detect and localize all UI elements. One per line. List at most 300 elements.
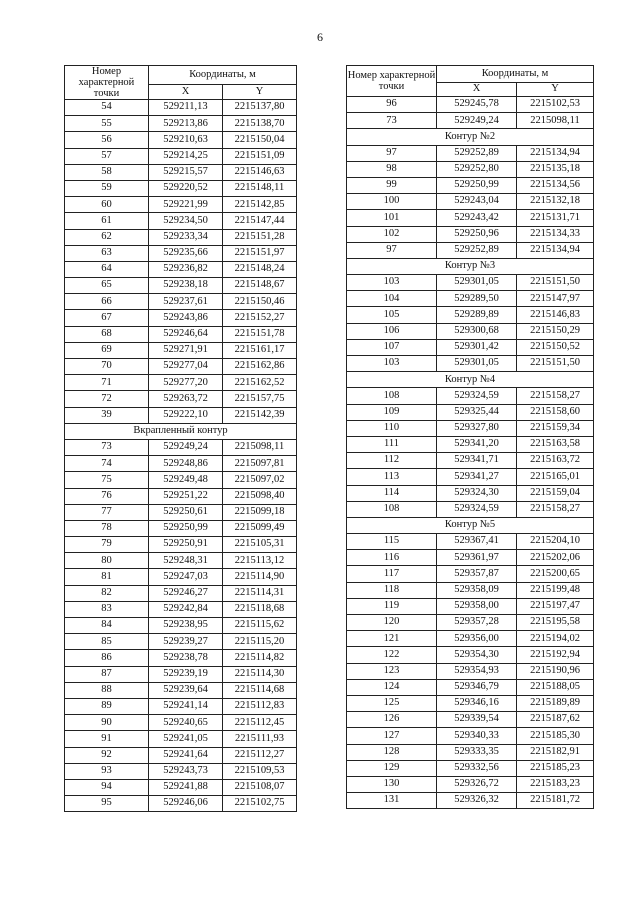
y-coordinate-cell: 2215111,93 <box>223 731 297 747</box>
point-number-cell: 70 <box>65 359 149 375</box>
table-row <box>65 537 297 553</box>
y-coordinate-cell: 2215135,18 <box>517 161 594 177</box>
point-number-cell: 73 <box>65 439 149 455</box>
table-row <box>65 698 297 714</box>
section-row <box>347 372 594 388</box>
x-coordinate-cell: 529324,30 <box>437 485 517 501</box>
y-coordinate-cell: 2215112,45 <box>223 715 297 731</box>
x-coordinate-cell: 529249,24 <box>437 113 517 129</box>
y-coordinate-cell: 2215159,04 <box>517 485 594 501</box>
point-number-cell: 103 <box>347 275 437 291</box>
y-coordinate-cell: 2215114,82 <box>223 650 297 666</box>
x-coordinate-cell: 529239,27 <box>149 634 223 650</box>
table-row <box>65 294 297 310</box>
point-number-cell: 92 <box>65 747 149 763</box>
x-header: X <box>437 83 517 97</box>
point-number-cell: 113 <box>347 469 437 485</box>
page-number: 6 <box>317 30 323 44</box>
table-row <box>347 793 594 809</box>
y-coordinate-cell: 2215159,34 <box>517 420 594 436</box>
y-coordinate-cell: 2215151,97 <box>223 245 297 261</box>
x-coordinate-cell: 529213,86 <box>149 116 223 132</box>
coordinates-table-left <box>64 65 297 812</box>
y-coordinate-cell: 2215115,20 <box>223 634 297 650</box>
table-row <box>347 453 594 469</box>
point-number-cell: 121 <box>347 631 437 647</box>
table-row <box>347 679 594 695</box>
point-number-cell: 61 <box>65 213 149 229</box>
table-row <box>65 731 297 747</box>
table-row <box>347 598 594 614</box>
point-number-cell: 94 <box>65 779 149 795</box>
x-coordinate-cell: 529243,73 <box>149 763 223 779</box>
table-row <box>65 100 297 116</box>
point-number-cell: 125 <box>347 695 437 711</box>
y-coordinate-cell: 2215152,27 <box>223 310 297 326</box>
x-coordinate-cell: 529358,09 <box>437 582 517 598</box>
point-number-cell: 77 <box>65 504 149 520</box>
x-coordinate-cell: 529354,30 <box>437 647 517 663</box>
table-row <box>347 712 594 728</box>
section-title: Вкрапленный контур <box>65 423 297 439</box>
table-row <box>347 534 594 550</box>
x-coordinate-cell: 529237,61 <box>149 294 223 310</box>
y-coordinate-cell: 2215114,31 <box>223 585 297 601</box>
point-number-cell: 89 <box>65 698 149 714</box>
x-coordinate-cell: 529289,89 <box>437 307 517 323</box>
point-number-cell: 102 <box>347 226 437 242</box>
x-coordinate-cell: 529341,27 <box>437 469 517 485</box>
point-number-cell: 124 <box>347 679 437 695</box>
x-coordinate-cell: 529346,16 <box>437 695 517 711</box>
y-coordinate-cell: 2215165,01 <box>517 469 594 485</box>
y-coordinate-cell: 2215142,39 <box>223 407 297 423</box>
x-coordinate-cell: 529324,59 <box>437 388 517 404</box>
y-coordinate-cell: 2215113,12 <box>223 553 297 569</box>
y-coordinate-cell: 2215151,09 <box>223 148 297 164</box>
y-coordinate-cell: 2215195,58 <box>517 615 594 631</box>
table-row <box>347 242 594 258</box>
point-number-cell: 104 <box>347 291 437 307</box>
point-number-cell: 66 <box>65 294 149 310</box>
y-coordinate-cell: 2215185,23 <box>517 760 594 776</box>
x-coordinate-cell: 529246,64 <box>149 326 223 342</box>
y-coordinate-cell: 2215134,94 <box>517 242 594 258</box>
table-row <box>65 213 297 229</box>
x-coordinate-cell: 529277,20 <box>149 375 223 391</box>
table-row <box>347 566 594 582</box>
y-coordinate-cell: 2215108,07 <box>223 779 297 795</box>
x-coordinate-cell: 529243,42 <box>437 210 517 226</box>
x-coordinate-cell: 529300,68 <box>437 323 517 339</box>
table-row <box>347 356 594 372</box>
table-row <box>65 310 297 326</box>
table-row <box>347 582 594 598</box>
point-number-cell: 120 <box>347 615 437 631</box>
y-coordinate-cell: 2215162,52 <box>223 375 297 391</box>
x-coordinate-cell: 529238,95 <box>149 618 223 634</box>
x-coordinate-cell: 529236,82 <box>149 261 223 277</box>
table-row <box>65 326 297 342</box>
y-coordinate-cell: 2215146,63 <box>223 164 297 180</box>
point-number-cell: 83 <box>65 601 149 617</box>
point-number-cell: 79 <box>65 537 149 553</box>
point-number-cell: 103 <box>347 356 437 372</box>
table-row <box>347 501 594 517</box>
point-number-cell: 56 <box>65 132 149 148</box>
x-coordinate-cell: 529238,78 <box>149 650 223 666</box>
y-coordinate-cell: 2215163,72 <box>517 453 594 469</box>
table-row <box>347 744 594 760</box>
x-coordinate-cell: 529247,03 <box>149 569 223 585</box>
x-coordinate-cell: 529354,93 <box>437 663 517 679</box>
x-coordinate-cell: 529239,64 <box>149 682 223 698</box>
y-coordinate-cell: 2215134,56 <box>517 177 594 193</box>
point-number-cell: 96 <box>347 97 437 113</box>
point-number-cell: 58 <box>65 164 149 180</box>
y-coordinate-cell: 2215151,50 <box>517 356 594 372</box>
point-number-cell: 109 <box>347 404 437 420</box>
x-coordinate-cell: 529251,22 <box>149 488 223 504</box>
y-coordinate-cell: 2215151,50 <box>517 275 594 291</box>
table-row <box>347 760 594 776</box>
point-number-header: Номер характерной точки <box>65 66 149 100</box>
table-row <box>65 682 297 698</box>
y-coordinate-cell: 2215132,18 <box>517 194 594 210</box>
y-coordinate-cell: 2215151,28 <box>223 229 297 245</box>
table-row <box>347 647 594 663</box>
point-number-cell: 85 <box>65 634 149 650</box>
x-coordinate-cell: 529277,04 <box>149 359 223 375</box>
y-coordinate-cell: 2215200,65 <box>517 566 594 582</box>
point-number-cell: 127 <box>347 728 437 744</box>
x-coordinate-cell: 529210,63 <box>149 132 223 148</box>
y-header: Y <box>517 83 594 97</box>
point-number-cell: 99 <box>347 177 437 193</box>
y-coordinate-cell: 2215147,97 <box>517 291 594 307</box>
x-coordinate-cell: 529326,72 <box>437 776 517 792</box>
x-coordinate-cell: 529248,86 <box>149 456 223 472</box>
y-coordinate-cell: 2215158,27 <box>517 501 594 517</box>
table-row <box>347 210 594 226</box>
table-row <box>65 456 297 472</box>
point-number-cell: 91 <box>65 731 149 747</box>
section-title: Контур №2 <box>347 129 594 145</box>
y-coordinate-cell: 2215099,49 <box>223 520 297 536</box>
y-coordinate-cell: 2215146,83 <box>517 307 594 323</box>
y-coordinate-cell: 2215134,94 <box>517 145 594 161</box>
y-coordinate-cell: 2215148,24 <box>223 261 297 277</box>
x-coordinate-cell: 529271,91 <box>149 342 223 358</box>
x-coordinate-cell: 529325,44 <box>437 404 517 420</box>
table-row <box>347 307 594 323</box>
table-row <box>65 763 297 779</box>
point-number-cell: 74 <box>65 456 149 472</box>
table-row <box>65 553 297 569</box>
point-number-cell: 97 <box>347 242 437 258</box>
table-row <box>347 194 594 210</box>
x-coordinate-cell: 529340,33 <box>437 728 517 744</box>
point-number-cell: 131 <box>347 793 437 809</box>
x-coordinate-cell: 529221,99 <box>149 197 223 213</box>
x-coordinate-cell: 529241,64 <box>149 747 223 763</box>
table-row <box>65 148 297 164</box>
point-number-cell: 86 <box>65 650 149 666</box>
y-header: Y <box>223 84 297 99</box>
table-row <box>65 359 297 375</box>
table-row <box>65 569 297 585</box>
y-coordinate-cell: 2215134,33 <box>517 226 594 242</box>
x-coordinate-cell: 529234,50 <box>149 213 223 229</box>
x-coordinate-cell: 529242,84 <box>149 601 223 617</box>
x-coordinate-cell: 529249,24 <box>149 439 223 455</box>
x-coordinate-cell: 529252,89 <box>437 145 517 161</box>
coordinates-body-left <box>65 100 297 812</box>
point-number-cell: 108 <box>347 388 437 404</box>
x-coordinate-cell: 529252,80 <box>437 161 517 177</box>
x-coordinate-cell: 529243,04 <box>437 194 517 210</box>
point-number-cell: 119 <box>347 598 437 614</box>
point-number-cell: 62 <box>65 229 149 245</box>
point-number-cell: 93 <box>65 763 149 779</box>
point-number-cell: 67 <box>65 310 149 326</box>
x-coordinate-cell: 529252,89 <box>437 242 517 258</box>
x-coordinate-cell: 529246,06 <box>149 796 223 812</box>
y-coordinate-cell: 2215114,90 <box>223 569 297 585</box>
x-coordinate-cell: 529289,50 <box>437 291 517 307</box>
point-number-cell: 78 <box>65 520 149 536</box>
point-number-cell: 129 <box>347 760 437 776</box>
x-header: X <box>149 84 223 99</box>
table-row <box>65 180 297 196</box>
y-coordinate-cell: 2215148,67 <box>223 278 297 294</box>
table-row <box>65 585 297 601</box>
y-coordinate-cell: 2215192,94 <box>517 647 594 663</box>
point-number-cell: 65 <box>65 278 149 294</box>
x-coordinate-cell: 529250,99 <box>149 520 223 536</box>
table-row <box>65 116 297 132</box>
point-number-cell: 110 <box>347 420 437 436</box>
table-row <box>65 618 297 634</box>
y-coordinate-cell: 2215150,29 <box>517 323 594 339</box>
x-coordinate-cell: 529211,13 <box>149 100 223 116</box>
section-row <box>347 258 594 274</box>
table-row <box>65 197 297 213</box>
table-row <box>347 275 594 291</box>
y-coordinate-cell: 2215105,31 <box>223 537 297 553</box>
point-number-cell: 54 <box>65 100 149 116</box>
section-title: Контур №4 <box>347 372 594 388</box>
table-row <box>347 113 594 129</box>
coordinates-header: Координаты, м <box>437 66 594 83</box>
x-coordinate-cell: 529215,57 <box>149 164 223 180</box>
table-row <box>65 488 297 504</box>
point-number-cell: 73 <box>347 113 437 129</box>
table-row <box>65 666 297 682</box>
x-coordinate-cell: 529246,27 <box>149 585 223 601</box>
point-number-cell: 88 <box>65 682 149 698</box>
y-coordinate-cell: 2215157,75 <box>223 391 297 407</box>
table-row <box>65 634 297 650</box>
y-coordinate-cell: 2215185,30 <box>517 728 594 744</box>
x-coordinate-cell: 529233,34 <box>149 229 223 245</box>
x-coordinate-cell: 529361,97 <box>437 550 517 566</box>
point-number-cell: 101 <box>347 210 437 226</box>
y-coordinate-cell: 2215194,02 <box>517 631 594 647</box>
x-coordinate-cell: 529339,54 <box>437 712 517 728</box>
y-coordinate-cell: 2215202,06 <box>517 550 594 566</box>
point-number-cell: 107 <box>347 339 437 355</box>
y-coordinate-cell: 2215158,27 <box>517 388 594 404</box>
y-coordinate-cell: 2215112,27 <box>223 747 297 763</box>
point-number-cell: 68 <box>65 326 149 342</box>
x-coordinate-cell: 529243,86 <box>149 310 223 326</box>
point-number-cell: 55 <box>65 116 149 132</box>
table-row <box>65 520 297 536</box>
point-number-cell: 72 <box>65 391 149 407</box>
y-coordinate-cell: 2215162,86 <box>223 359 297 375</box>
y-coordinate-cell: 2215187,62 <box>517 712 594 728</box>
x-coordinate-cell: 529250,99 <box>437 177 517 193</box>
y-coordinate-cell: 2215148,11 <box>223 180 297 196</box>
point-number-cell: 82 <box>65 585 149 601</box>
y-coordinate-cell: 2215131,71 <box>517 210 594 226</box>
section-title: Контур №5 <box>347 517 594 533</box>
point-number-cell: 81 <box>65 569 149 585</box>
x-coordinate-cell: 529333,35 <box>437 744 517 760</box>
point-number-header: Номер характерной точки <box>347 66 437 97</box>
y-coordinate-cell: 2215204,10 <box>517 534 594 550</box>
point-number-cell: 98 <box>347 161 437 177</box>
table-row <box>347 695 594 711</box>
y-coordinate-cell: 2215099,18 <box>223 504 297 520</box>
y-coordinate-cell: 2215158,60 <box>517 404 594 420</box>
x-coordinate-cell: 529367,41 <box>437 534 517 550</box>
x-coordinate-cell: 529235,66 <box>149 245 223 261</box>
y-coordinate-cell: 2215150,52 <box>517 339 594 355</box>
table-row <box>65 342 297 358</box>
table-row <box>65 779 297 795</box>
table-row <box>347 177 594 193</box>
table-row <box>65 132 297 148</box>
point-number-cell: 126 <box>347 712 437 728</box>
y-coordinate-cell: 2215163,58 <box>517 436 594 452</box>
y-coordinate-cell: 2215199,48 <box>517 582 594 598</box>
table-row <box>347 145 594 161</box>
coordinates-header: Координаты, м <box>149 66 297 85</box>
y-coordinate-cell: 2215142,85 <box>223 197 297 213</box>
table-row <box>65 650 297 666</box>
y-coordinate-cell: 2215097,02 <box>223 472 297 488</box>
table-row <box>65 407 297 423</box>
y-coordinate-cell: 2215097,81 <box>223 456 297 472</box>
x-coordinate-cell: 529250,91 <box>149 537 223 553</box>
x-coordinate-cell: 529346,79 <box>437 679 517 695</box>
point-number-cell: 106 <box>347 323 437 339</box>
x-coordinate-cell: 529250,96 <box>437 226 517 242</box>
y-coordinate-cell: 2215147,44 <box>223 213 297 229</box>
table-row <box>347 615 594 631</box>
x-coordinate-cell: 529358,00 <box>437 598 517 614</box>
table-row <box>65 601 297 617</box>
point-number-cell: 130 <box>347 776 437 792</box>
table-row <box>347 323 594 339</box>
table-row <box>347 339 594 355</box>
table-row <box>65 375 297 391</box>
y-coordinate-cell: 2215102,53 <box>517 97 594 113</box>
x-coordinate-cell: 529301,05 <box>437 275 517 291</box>
point-number-cell: 105 <box>347 307 437 323</box>
section-row <box>347 517 594 533</box>
table-row <box>347 776 594 792</box>
y-coordinate-cell: 2215150,04 <box>223 132 297 148</box>
point-number-cell: 75 <box>65 472 149 488</box>
x-coordinate-cell: 529249,48 <box>149 472 223 488</box>
point-number-cell: 63 <box>65 245 149 261</box>
point-number-cell: 122 <box>347 647 437 663</box>
x-coordinate-cell: 529220,52 <box>149 180 223 196</box>
y-coordinate-cell: 2215109,53 <box>223 763 297 779</box>
x-coordinate-cell: 529301,42 <box>437 339 517 355</box>
x-coordinate-cell: 529240,65 <box>149 715 223 731</box>
table-row <box>347 485 594 501</box>
y-coordinate-cell: 2215150,46 <box>223 294 297 310</box>
point-number-cell: 71 <box>65 375 149 391</box>
table-row <box>65 278 297 294</box>
x-coordinate-cell: 529341,20 <box>437 436 517 452</box>
x-coordinate-cell: 529214,25 <box>149 148 223 164</box>
point-number-cell: 39 <box>65 407 149 423</box>
section-title: Контур №3 <box>347 258 594 274</box>
section-row <box>347 129 594 145</box>
point-number-cell: 112 <box>347 453 437 469</box>
x-coordinate-cell: 529241,88 <box>149 779 223 795</box>
y-coordinate-cell: 2215098,40 <box>223 488 297 504</box>
table-row <box>347 388 594 404</box>
table-row <box>65 796 297 812</box>
table-row <box>65 472 297 488</box>
table-row <box>347 436 594 452</box>
point-number-cell: 115 <box>347 534 437 550</box>
x-coordinate-cell: 529250,61 <box>149 504 223 520</box>
point-number-cell: 90 <box>65 715 149 731</box>
x-coordinate-cell: 529301,05 <box>437 356 517 372</box>
point-number-cell: 76 <box>65 488 149 504</box>
x-coordinate-cell: 529241,05 <box>149 731 223 747</box>
point-number-cell: 111 <box>347 436 437 452</box>
x-coordinate-cell: 529357,87 <box>437 566 517 582</box>
point-number-cell: 59 <box>65 180 149 196</box>
table-row <box>347 469 594 485</box>
x-coordinate-cell: 529241,14 <box>149 698 223 714</box>
y-coordinate-cell: 2215190,96 <box>517 663 594 679</box>
table-row <box>347 291 594 307</box>
point-number-cell: 84 <box>65 618 149 634</box>
point-number-cell: 123 <box>347 663 437 679</box>
y-coordinate-cell: 2215181,72 <box>517 793 594 809</box>
table-row <box>65 715 297 731</box>
x-coordinate-cell: 529238,18 <box>149 278 223 294</box>
y-coordinate-cell: 2215161,17 <box>223 342 297 358</box>
x-coordinate-cell: 529222,10 <box>149 407 223 423</box>
table-row <box>65 164 297 180</box>
point-number-cell: 60 <box>65 197 149 213</box>
table-row <box>347 161 594 177</box>
x-coordinate-cell: 529332,56 <box>437 760 517 776</box>
point-number-cell: 95 <box>65 796 149 812</box>
x-coordinate-cell: 529357,28 <box>437 615 517 631</box>
y-coordinate-cell: 2215118,68 <box>223 601 297 617</box>
